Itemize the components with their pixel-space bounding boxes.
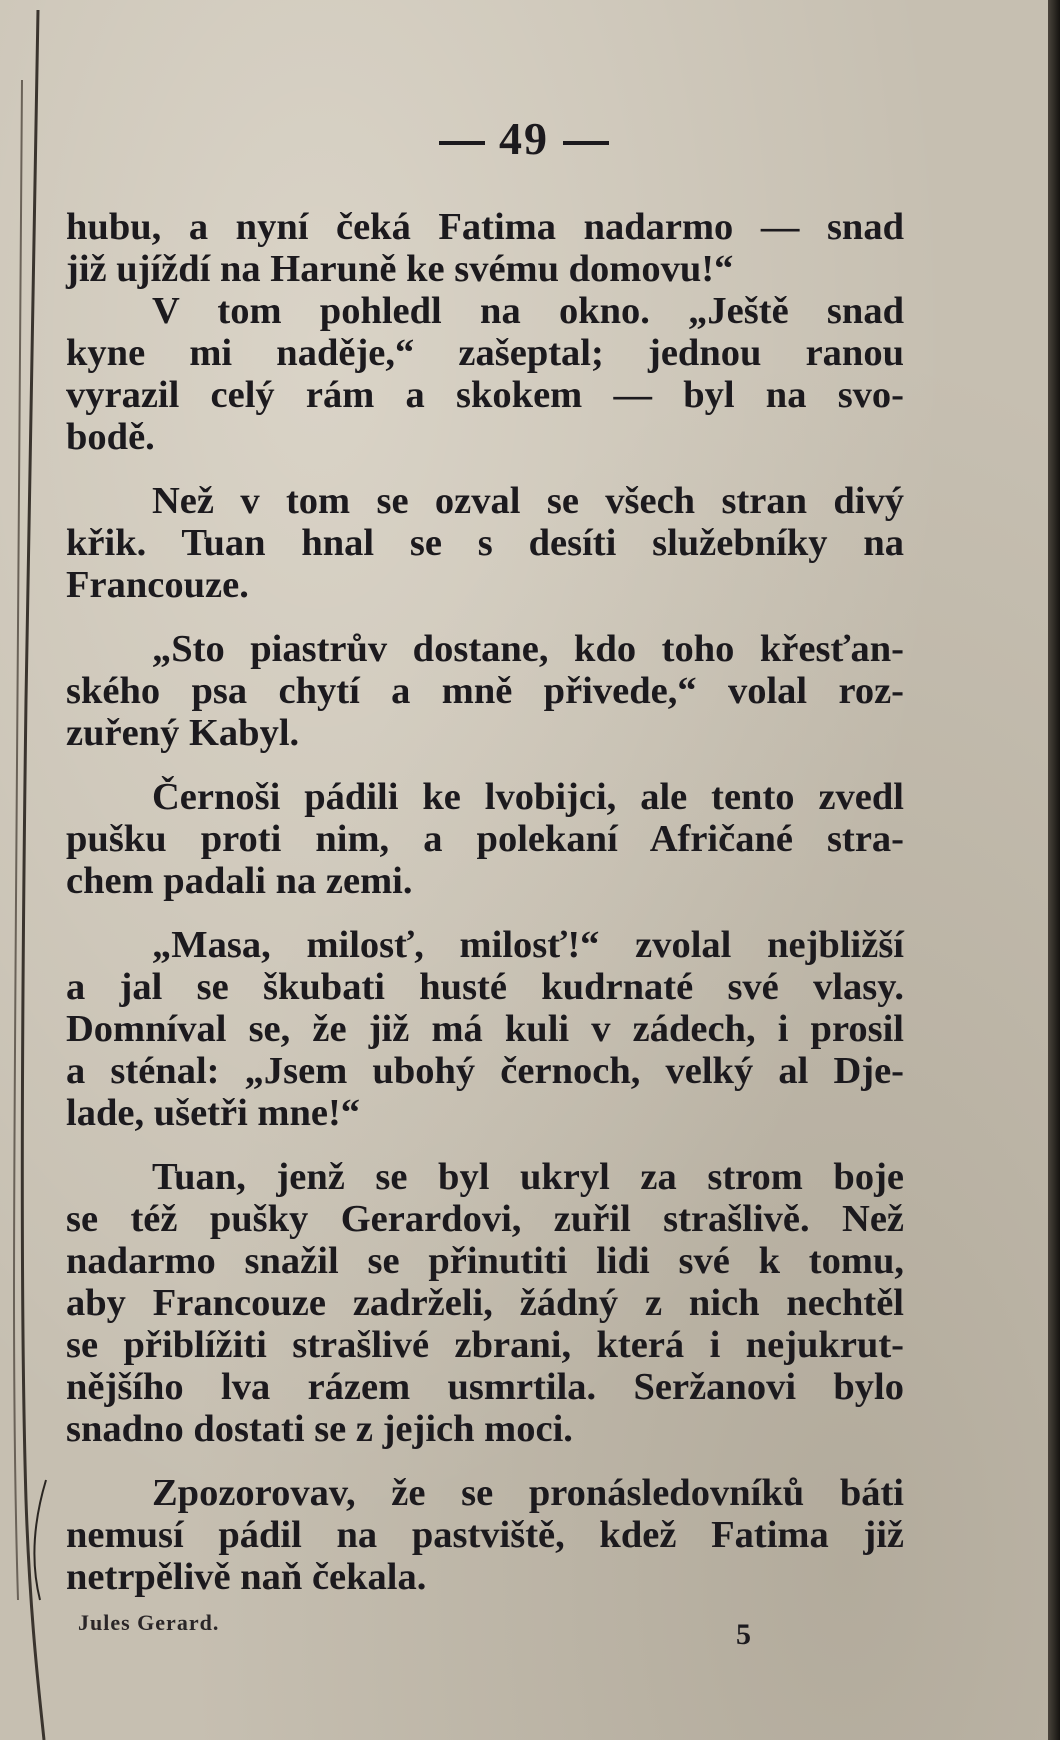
header-dash-right [563, 141, 609, 145]
text-line: již ujíždí na Haruně ke svému domovu!“ [66, 248, 734, 290]
text-line: vyrazil celý rám a skokem — byl na svo- [66, 374, 904, 416]
text-line: křik. Tuan hnal se s desíti služebníky na [66, 522, 904, 564]
page-text [66, 206, 904, 1598]
footer-author: Jules Gerard. [78, 1610, 220, 1635]
text-line: Než v tom se ozval se všech stran divý [152, 480, 904, 522]
text-line: kyne mi naděje,“ zašeptal; jednou ranou [66, 332, 904, 374]
text-line: Tuan, jenž se byl ukryl za strom boje [152, 1156, 904, 1198]
signature-mark: 5 [736, 1618, 751, 1651]
text-line: nějšího lva rázem usmrtila. Seržanovi bylo [66, 1366, 904, 1408]
text-line: Černoši pádili ke lvobijci, ale tento zvedl [152, 776, 904, 818]
text-line: pušku proti nim, a polekaní Afričané stra- [66, 818, 904, 860]
text-line: nemusí pádil na pastviště, kdež Fatima již [66, 1514, 904, 1556]
text-line: nadarmo snažil se přinutiti lidi své k tomu, [66, 1240, 904, 1282]
text-line: netrpělivě naň čekala. [66, 1556, 427, 1598]
text-line: Francouze. [66, 564, 249, 606]
text-line: a sténal: „Jsem ubohý černoch, velký al Dje- [66, 1050, 904, 1092]
text-line: Zpozorovav, že se pronásledovníků báti [152, 1472, 904, 1514]
text-line: „Masa, milosť, milosť!“ zvolal nejbližší [152, 924, 904, 966]
text-line: a jal se škubati husté kudrnaté své vlasy. [66, 966, 904, 1008]
text-line: lade, ušetři mne!“ [66, 1092, 361, 1134]
text-line: V tom pohledl na okno. „Ještě snad [152, 290, 904, 332]
page-header [0, 112, 1048, 165]
text-line: zuřený Kabyl. [66, 712, 300, 754]
text-line: se též pušky Gerardovi, zuřil strašlivě. Než [66, 1198, 904, 1240]
text-line: snadno dostati se z jejich moci. [66, 1408, 573, 1450]
text-line: chem padali na zemi. [66, 860, 413, 902]
page-gutter-edge [0, 0, 70, 1740]
text-line: bodě. [66, 416, 155, 458]
text-line: se přiblížiti strašlivé zbrani, která i nejukrut- [66, 1324, 904, 1366]
text-line: ského psa chytí a mně přivede,“ volal roz- [66, 670, 904, 712]
text-line: Domníval se, že již má kuli v zádech, i prosil [66, 1008, 904, 1050]
book-binding-edge [1048, 0, 1060, 1740]
header-dash-left [439, 141, 485, 145]
text-line: aby Francouze zadrželi, žádný z nich nechtěl [66, 1282, 904, 1324]
text-line: „Sto piastrův dostane, kdo toho křesťan- [152, 628, 904, 670]
page-number: 49 [499, 113, 549, 164]
text-line: hubu, a nyní čeká Fatima nadarmo — snad [66, 206, 904, 248]
